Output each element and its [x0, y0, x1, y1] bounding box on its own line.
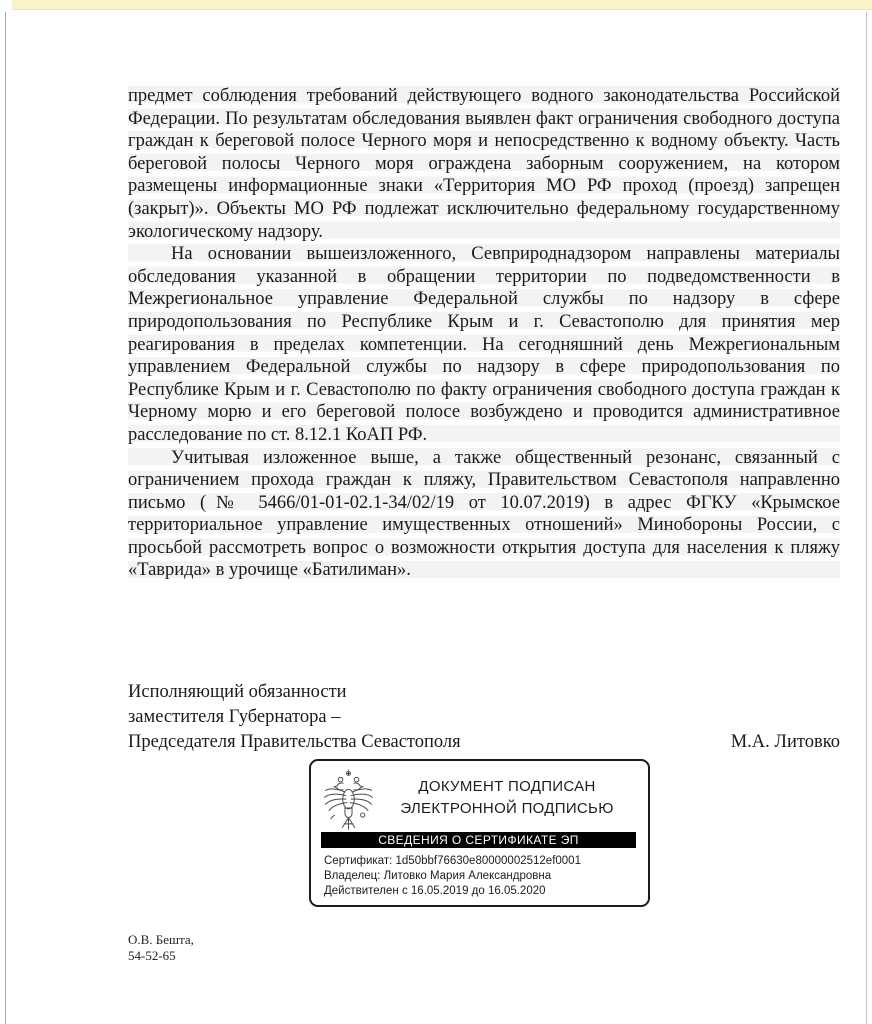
- body-paragraph: На основании вышеизложенного, Севприроднадзором направлены материалы обследования указанной в обращении территории по подведомственности в Межрегиональное управление Федеральной службы по надзору в сфере природопользования по Республике Крым и г. Севастополю для принятия мер реагирования в пределах компетенции. На сегодняшний день Межрегиональным управлением Федеральной службы по надзору в сфере природопользования по Республике Крым и г. Севастополю по факту ограничения свободного доступа граждан к Черному морю и его береговой полосе возбуждено и проводится административное расследование по ст. 8.12.1 КоАП РФ.: [128, 244, 840, 445]
- executor-footer: [128, 932, 194, 963]
- stamp-title: [376, 769, 638, 820]
- stamp-header: [311, 761, 648, 830]
- executor-phone: 54-52-65: [128, 947, 176, 963]
- viewer-top-strip: [12, 0, 872, 10]
- signer-title-line: Председателя Правительства Севастополя: [128, 732, 461, 752]
- body-paragraph: Учитывая изложенное выше, а также общественный резонанс, связанный с ограничением прохода граждан к пляжу, Правительством Севастополя направленно письмо (№ 5466/01-01-02.1-34/02/19 от 10.07.2019) в адрес ФГКУ «Крымское территориальное управление имущественных отношений» Минобороны России, с просьбой рассмотреть вопрос о возможности открытия доступа для населения к пляжу «Таврида» в урочище «Батилиман».: [128, 447, 840, 581]
- stamp-certificate-banner: СВЕДЕНИЯ О СЕРТИФИКАТЕ ЭП: [321, 832, 636, 848]
- stamp-certificate-number: Сертификат: 1d50bbf76630e80000002512ef0001: [324, 855, 581, 867]
- signature-block: [128, 680, 840, 755]
- stamp-title-line2: ЭЛЕКТРОННОЙ ПОДПИСЬЮ: [400, 800, 614, 817]
- page-left-border: [5, 12, 6, 1024]
- stamp-validity: Действителен с 16.05.2019 до 16.05.2020: [324, 885, 546, 897]
- russian-coat-of-arms-icon: [321, 769, 376, 831]
- signer-title-line: заместителя Губернатора –: [128, 707, 341, 727]
- signer-name: М.А. Литовко: [730, 732, 840, 752]
- executor-name: О.В. Бешта,: [128, 932, 194, 947]
- stamp-owner: Владелец: Литовко Мария Александровна: [324, 870, 552, 882]
- digital-signature-stamp: [309, 759, 650, 907]
- body-paragraph: предмет соблюдения требований действующего водного законодательства Российской Федерации. По результатам обследования выявлен факт ограничения свободного доступа граждан к береговой полосе Черного моря и непосредственно к водному объекту. Часть береговой полосы Черного моря ограждена заборным сооружением, на котором размещены информационные знаки «Территория МО РФ проход (проезд) запрещен (закрыт)». Объекты МО РФ подлежат исключительно федеральному государственному экологическому надзору.: [128, 86, 840, 242]
- letter-body: [128, 85, 840, 582]
- signer-title-line: Исполняющий обязанности: [128, 682, 347, 702]
- stamp-certificate-info: [311, 848, 648, 899]
- stamp-title-line1: ДОКУМЕНТ ПОДПИСАН: [418, 778, 596, 795]
- page-right-border: [866, 12, 867, 1024]
